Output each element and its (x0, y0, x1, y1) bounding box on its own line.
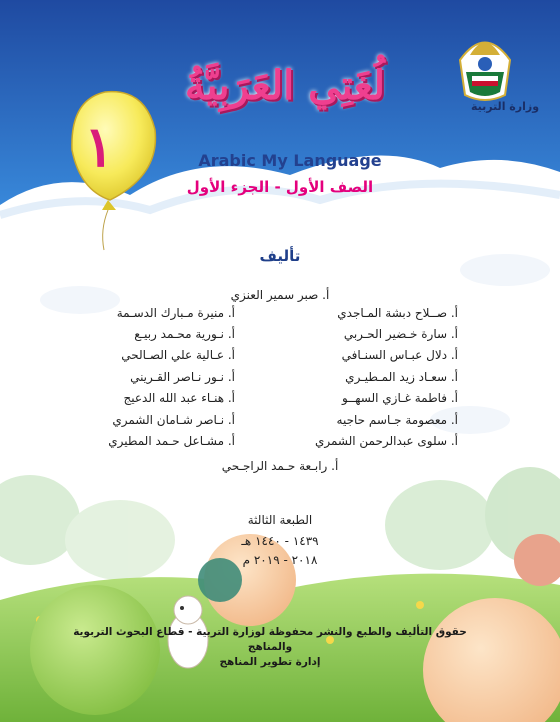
authoring-heading: تأليف (259, 247, 301, 265)
author-name: أ. سلوى عبدالرحمن الشمري (314, 434, 458, 448)
edition-year-gregorian: ٢٠١٨ - ٢٠١٩ م (242, 553, 318, 567)
author-name: أ. منيرة مـبارك الدسـمة (116, 306, 235, 320)
author-name: أ. نـور نـاصر القـريني (130, 370, 235, 384)
author-supervisor: أ. صبر سمير العنزي (230, 288, 330, 302)
author-name: أ. دلال عبـاس السنـافي (341, 348, 458, 362)
author-name: أ. نـاصر شـامان الشمري (112, 413, 235, 427)
author-name: أ. مشـاعل حـمد المطيري (108, 434, 235, 448)
author-name: أ. نـورية محـمد ربيـع (134, 327, 235, 341)
ministry-label: وزارة التربية (470, 100, 540, 113)
author-name: أ. هنـاء عبد الله الدعيج (123, 391, 235, 405)
book-title-english: Arabic My Language (198, 151, 382, 170)
edition-label: الطبعة الثالثة (247, 513, 313, 527)
author-name: أ. عـالية علي الصـالحي (121, 348, 235, 362)
copyright-department: إدارة تطوير المناهج (219, 656, 321, 668)
author-name: أ. سعـاد زيد المـطيـري (345, 370, 458, 384)
edition-year-hijri: ١٤٣٩ - ١٤٤٠ هـ (241, 534, 319, 548)
copyright-line: حقوق التأليف والطبع والنشر محفوظة لوزارة التربية - قطاع البحوث التربوية والمناهج (73, 626, 467, 653)
author-name: أ. سارة خـضير الحـربي (343, 327, 458, 341)
grade-part-subtitle: الصف الأول - الجزء الأول (186, 178, 374, 196)
kuwait-emblem (460, 43, 510, 101)
author-last: أ. رابـعة حـمد الراجـحي (221, 459, 339, 473)
author-name: أ. فاطمة غـازي السهــو (342, 391, 458, 405)
copyright-notice (60, 625, 480, 670)
book-title-arabic: لُغَتِي العَرَبِيَّةُ (184, 62, 386, 109)
volume-number: ١ (83, 114, 115, 180)
author-name: أ. معصومة جـاسم حاجيه (336, 413, 458, 427)
author-name: أ. صــلاح دبشة المـاجدي (337, 306, 458, 320)
